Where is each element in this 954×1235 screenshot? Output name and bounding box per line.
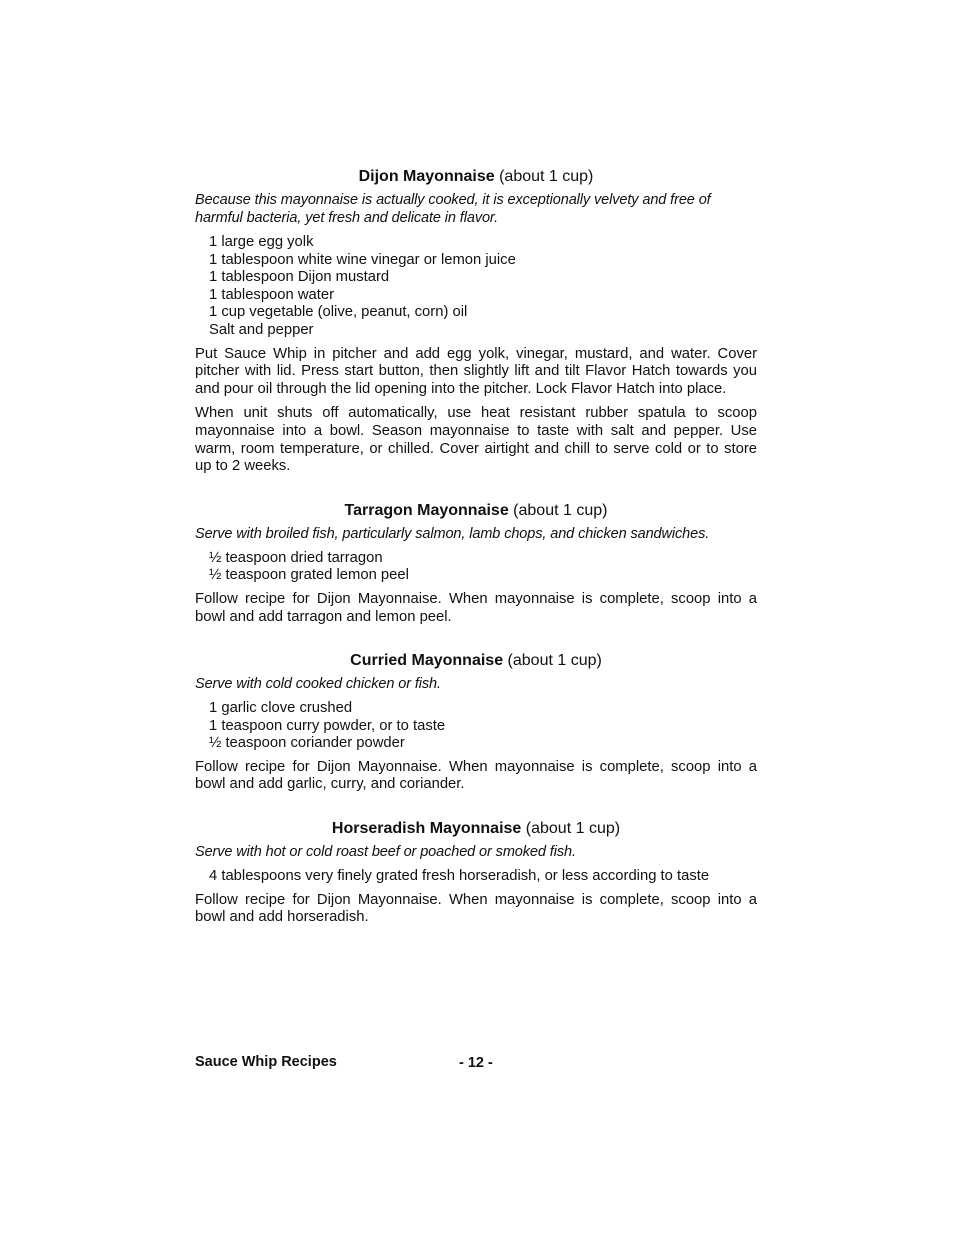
- recipe-yield: (about 1 cup): [499, 168, 594, 185]
- ingredient-item: 1 cup vegetable (olive, peanut, corn) oil: [209, 304, 468, 321]
- recipe-name: Tarragon Mayonnaise: [344, 501, 509, 519]
- recipe-title: [195, 499, 757, 522]
- recipe-title: [195, 817, 757, 840]
- ingredient-item: 1 tablespoon Dijon mustard: [209, 269, 390, 286]
- ingredient-item: 1 teaspoon curry powder, or to taste: [209, 717, 446, 734]
- recipe-yield: (about 1 cup): [507, 652, 602, 670]
- ingredient-item: ½ teaspoon dried tarragon: [209, 549, 383, 566]
- recipe-name: Dijon Mayonnaise: [358, 168, 495, 185]
- recipe-horseradish-mayonnaise: [195, 817, 757, 927]
- recipe-intro: Serve with cold cooked chicken or fish.: [195, 676, 441, 693]
- ingredient-list: [195, 700, 757, 753]
- directions-paragraph: Follow recipe for Dijon Mayonnaise. When mayonnaise is complete, scoop into a bowl and add garlic, curry, and coriander.: [195, 758, 757, 793]
- recipe-name: Horseradish Mayonnaise: [331, 820, 522, 838]
- ingredient-list: [195, 868, 757, 886]
- directions-paragraph: Follow recipe for Dijon Mayonnaise. When mayonnaise is complete, scoop into a bowl and add horseradish.: [195, 891, 757, 926]
- ingredient-item: 1 tablespoon white wine vinegar or lemon juice: [209, 251, 516, 268]
- recipe-yield: (about 1 cup): [525, 820, 621, 838]
- directions-paragraph: When unit shuts off automatically, use heat resistant rubber spatula to scoop mayonnaise into a bowl. Season mayonnaise to taste with salt and pepper. Use warm, room temperature, or chilled. Cover airtight and chill to serve cold or to store up to 2 weeks.: [195, 405, 757, 475]
- recipe-intro: Serve with hot or cold roast beef or poached or smoked fish.: [195, 844, 576, 861]
- footer-title: Sauce Whip Recipes: [195, 1054, 337, 1070]
- ingredient-list: [195, 550, 757, 585]
- recipe-title: [195, 649, 757, 672]
- directions-paragraph: Put Sauce Whip in pitcher and add egg yolk, vinegar, mustard, and water. Cover pitcher with lid. Press start button, then slightly lift and tilt Flavor Hatch towards you and pour oil through the lid opening into the pitcher. Lock Flavor Hatch into place.: [195, 345, 757, 397]
- ingredient-item: 1 tablespoon water: [209, 286, 335, 303]
- recipe-intro: Serve with broiled fish, particularly salmon, lamb chops, and chicken sandwiches.: [195, 525, 710, 542]
- recipe-curried-mayonnaise: [195, 649, 757, 794]
- recipe-tarragon-mayonnaise: [195, 499, 757, 626]
- page-number: - 12 -: [459, 1055, 493, 1071]
- ingredient-item: 1 garlic clove crushed: [209, 700, 353, 717]
- directions-paragraph: Follow recipe for Dijon Mayonnaise. When mayonnaise is complete, scoop into a bowl and add tarragon and lemon peel.: [195, 590, 757, 625]
- ingredient-item: ½ teaspoon coriander powder: [209, 735, 405, 752]
- ingredient-item: 1 large egg yolk: [209, 234, 314, 250]
- recipe-yield: (about 1 cup): [513, 501, 608, 519]
- recipe-intro: Because this mayonnaise is actually cooked, it is exceptionally velvety and free of harmful bacteria, yet fresh and delicate in flavor.: [195, 192, 711, 226]
- ingredient-item: 4 tablespoons very finely grated fresh horseradish, or less according to taste: [209, 868, 710, 885]
- page-content: [195, 165, 757, 950]
- recipe-dijon-mayonnaise: [195, 165, 757, 476]
- ingredient-item: Salt and pepper: [209, 321, 314, 338]
- recipe-title: [195, 165, 757, 188]
- recipe-name: Curried Mayonnaise: [350, 652, 504, 670]
- ingredient-item: ½ teaspoon grated lemon peel: [209, 567, 409, 584]
- ingredient-list: [195, 234, 757, 340]
